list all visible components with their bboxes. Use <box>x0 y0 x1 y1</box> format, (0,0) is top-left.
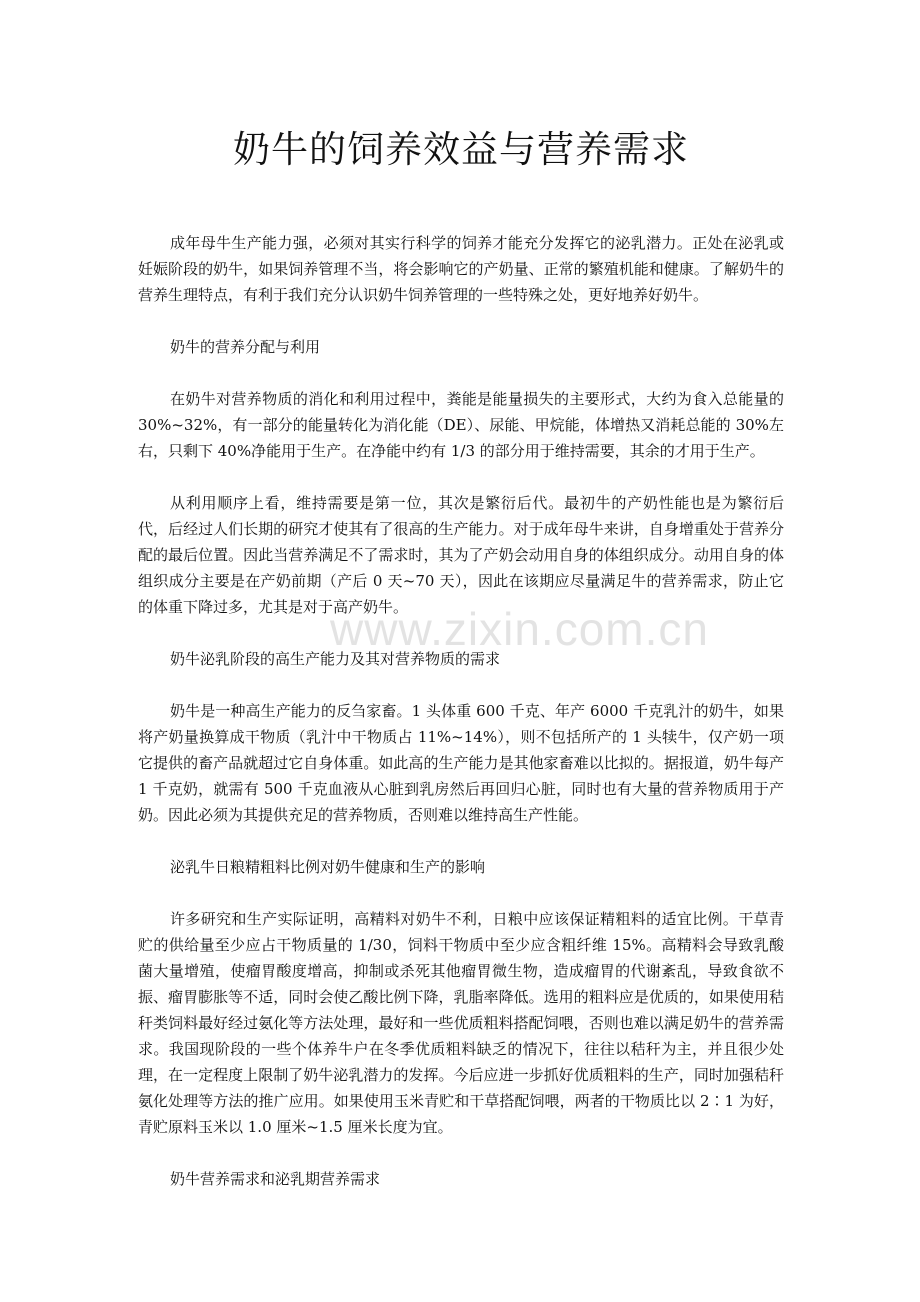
section-heading-nutrient-needs: 奶牛营养需求和泌乳期营养需求 <box>170 1170 381 1188</box>
paragraph-feed-ratio: 许多研究和生产实际证明，高精料对奶牛不利，日粮中应该保证精粗料的适宜比例。干草青贮的供给量至少应占干物质量的 1/30，饲料干物质中至少应含粗纤维 15%。高精料会导致乳酸菌大量增殖，使瘤胃酸度增高，抑制或杀死其他瘤胃微生物，造成瘤胃的代谢紊乱，导致食欲不振、瘤胃膨胀等不适，同时会使乙酸比例下降，乳脂率降低。选用的粗料应是优质的，如果使用秸秆类饲料最好经过氨化等方法处理，最好和一些优质粗料搭配饲喂，否则也难以满足奶牛的营养需求。我国现阶段的一些个体养牛户在冬季优质粗料缺乏的情况下，往往以秸秆为主，并且很少处理，在一定程度上限制了奶牛泌乳潜力的发挥。今后应进一步抓好优质粗料的生产，同时加强秸秆氨化处理等方法的推广应用。如果使用玉米青贮和干草搭配饲喂，两者的干物质比以 2∶1 为好，青贮原料玉米以 1.0 厘米~1.5 厘米长度为宜。 <box>138 910 784 1136</box>
document-title: 奶牛的饲养效益与营养需求 <box>233 128 689 171</box>
section-heading-feed-ratio: 泌乳牛日粮精粗料比例对奶牛健康和生产的影响 <box>170 858 486 876</box>
paragraph-energy-utilization: 在奶牛对营养物质的消化和利用过程中，粪能是能量损失的主要形式，大约为食入总能量的 30%~32%，有一部分的能量转化为消化能（DE）、尿能、甲烷能，体增热又消耗总能的 30%左右，只剩下 40%净能用于生产。在净能中约有 1/3 的部分用于维持需要，其余的才用于生产。 <box>138 390 784 460</box>
paragraph-intro: 成年母牛生产能力强，必须对其实行科学的饲养才能充分发挥它的泌乳潜力。正处在泌乳或妊娠阶段的奶牛，如果饲养管理不当，将会影响它的产奶量、正常的繁殖机能和健康。了解奶牛的营养生理特点，有利于我们充分认识奶牛饲养管理的一些特殊之处，更好地养好奶牛。 <box>138 234 784 304</box>
section-heading-lactation-capacity: 奶牛泌乳阶段的高生产能力及其对营养物质的需求 <box>170 650 501 668</box>
paragraph-utilization-order: 从利用顺序上看，维持需要是第一位，其次是繁衍后代。最初牛的产奶性能也是为繁衍后代，后经过人们长期的研究才使其有了很高的生产能力。对于成年母牛来讲，自身增重处于营养分配的最后位置。因此当营养满足不了需求时，其为了产奶会动用自身的体组织成分。动用自身的体组织成分主要是在产奶前期（产后 0 天~70 天），因此在该期应尽量满足牛的营养需求，防止它的体重下降过多，尤其是对于高产奶牛。 <box>138 494 784 616</box>
paragraph-lactation-capacity: 奶牛是一种高生产能力的反刍家畜。1 头体重 600 千克、年产 6000 千克乳汁的奶牛，如果将产奶量换算成干物质（乳汁中干物质占 11%~14%），则不包括所产的 1 头犊牛，仅产奶一项它提供的畜产品就超过它自身体重。如此高的生产能力是其他家畜难以比拟的。据报道，奶牛每产 1 千克奶，就需有 500 千克血液从心脏到乳房然后再回归心脏，同时也有大量的营养物质用于产奶。因此必须为其提供充足的营养物质，否则难以维持高生产性能。 <box>138 702 784 824</box>
watermark-text: www.zixin.com.cn <box>330 603 709 655</box>
section-heading-nutrient-allocation: 奶牛的营养分配与利用 <box>170 338 321 356</box>
document-body <box>138 230 784 1218</box>
